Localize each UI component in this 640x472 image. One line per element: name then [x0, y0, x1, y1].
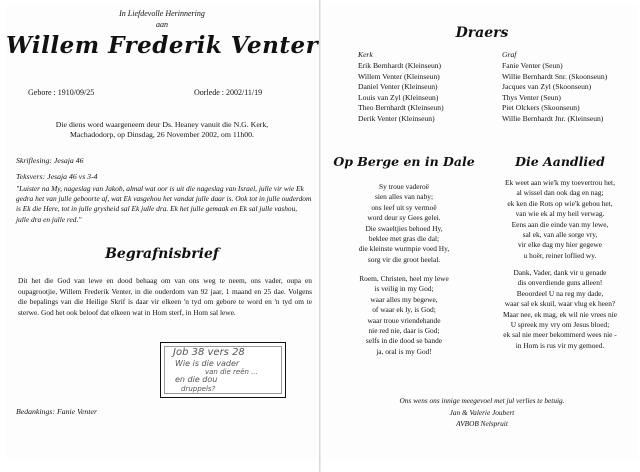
church-bearer: Louis van Zyl (Kleinseun)	[358, 92, 439, 102]
thanks-value: Fanie Venter	[56, 407, 97, 416]
intro-line-1: In Liefdevolle Herinnering	[119, 9, 205, 18]
poem-line: van wie ek al my heil verwag.	[515, 209, 605, 219]
obituary-title: Begrafnisbrief	[105, 246, 219, 262]
poem-line: of waar ek ly, is God;	[372, 305, 436, 315]
poem-1-title: Op Berge en in Dale	[333, 154, 475, 169]
church-bearer: Willem Venter (Kleinseun)	[358, 71, 440, 81]
grave-bearer: Fanie Venter (Seun)	[502, 61, 563, 70]
poem-line: ja, oral is my God!	[376, 346, 432, 356]
grave-bearer: Thys Venter (Seun)	[502, 92, 561, 102]
text-verse-value: Jesaja 46 vs 3-4	[47, 172, 98, 181]
birth-date: Gebore : 1910/09/25	[28, 88, 95, 97]
poem-line: Roem, Christen, heel my lewe	[359, 274, 449, 283]
verse-quote: "Luister na My, nageslag van Jakob, almal wat oor is uit die nageslag van Israel, julle vir wie Ek gedra het van julle geboorte af, wat Ek vasgehou het vandat julle daar is. Ook tot in julle ouderdom is Ek die Here, tot in julle grysheid sal Ek julle dra. Ek het julle gemaak en Ek sal julle vashou, julle dra en julle red."	[16, 184, 312, 224]
poem-line: dis onverdiende guns alleen!	[517, 278, 603, 288]
obituary-text: Dit het die God van lewe en dood behaag om van ons weg te neem, ons vader, oupa en oupagrootjie, Willem Frederik Venter, in die ouderdom van 92 jaar, 1 maand en 25 dae. Volgens die bepalings van die Heilige Skrif is daar vir elkeen 'n tyd om gebore te word en 'n tyd om te sterwe. God het ook beloof dat elkeen wat in Hom sterf, in Hom sal lewe.	[18, 276, 312, 317]
poem-line: sien alles van naby;	[374, 192, 434, 202]
closing-company: AVBOB Nelspruit	[456, 419, 508, 428]
poem-line: u hoër, reiner loflied wy.	[523, 250, 597, 260]
service-details	[6, 120, 318, 141]
poem-line: ek sal nie meer bekommerd wees nie -	[503, 330, 617, 340]
right-page	[326, 6, 638, 460]
grave-bearer: Willie Bernhardt Snr. (Skoonseun)	[502, 71, 608, 81]
poem-line: Eens aan die einde van my lewe,	[511, 219, 609, 229]
poem-2-stanza-2	[482, 268, 638, 351]
left-page	[6, 6, 318, 460]
church-bearer: Erik Bernhardt (Kleinseun)	[358, 61, 442, 70]
poem-line: Maar nee, ek mag, ek wil nie vrees nie	[502, 309, 618, 319]
poem-line: ons leef uit sy vermoë	[371, 202, 437, 212]
poem-line: is veilig in my God;	[374, 284, 434, 294]
poem-line: die kleinste wurmpie voed Hy,	[358, 244, 450, 254]
grave-bearers-list	[502, 61, 607, 124]
poem-line: in Hom is rus vir my gemoed.	[515, 340, 605, 350]
note-line-4: en die dou	[175, 375, 218, 384]
note-line-1: Job 38 vers 28	[173, 347, 245, 358]
closing-names: Jan & Valerie Joubert	[449, 408, 515, 417]
grave-heading: Graf	[502, 50, 517, 59]
thanks	[16, 407, 97, 416]
poem-line: sorg vir die groot heelal.	[367, 254, 441, 264]
poem-line: waar alles my begewe,	[370, 294, 438, 304]
poem-line: waar sal ek skuil, waar vlug ek heen?	[504, 299, 616, 309]
poem-line: nie red nie, daar is God;	[368, 326, 440, 336]
text-verse-label: Teksvers:	[16, 172, 46, 181]
poem-2-title: Die Aandlied	[515, 154, 605, 169]
text-verse	[16, 172, 98, 181]
grave-bearer: Jacques van Zyl (Skoonseun)	[502, 82, 592, 91]
poem-2-stanza-1	[482, 178, 638, 261]
poem-1-stanza-1	[326, 182, 482, 265]
poem-line: al wissel dan ook dag en nag;	[516, 188, 604, 198]
thanks-label: Bedankings:	[16, 407, 55, 416]
church-bearer: Daniel Venter (Kleinseun)	[358, 82, 438, 91]
intro-line-2: aan	[156, 20, 168, 29]
service-line-1: Die diens word waargeneem deur Ds. Heaney vanuit die N.G. Kerk,	[55, 120, 269, 129]
poem-line: waar troue vriendehande	[367, 315, 441, 325]
poem-line: U spreek my vry om Jesus bloed;	[510, 320, 610, 330]
note-line-3: van die reën ...	[205, 368, 258, 376]
poem-line: Ek weet aan wie'k my toevertrou het,	[505, 178, 615, 187]
poem-1-stanza-2	[326, 274, 482, 357]
scripture-reading-value: Jesaja 46	[53, 156, 84, 165]
poem-line: Beoordeel U na reg my dade,	[516, 288, 604, 298]
church-bearers-list	[358, 61, 444, 124]
intro	[6, 8, 318, 30]
church-bearer: Theo Bernhardt (Kleinseun)	[358, 103, 444, 112]
handwritten-note	[160, 342, 286, 398]
poem-line: vir elke dag my hier gegewe	[518, 240, 602, 250]
note-line-5: druppels?	[181, 385, 216, 393]
death-date: Oorlede : 2002/11/19	[194, 88, 263, 97]
note-line-2: Wie is die vader	[175, 359, 240, 368]
grave-bearer: Willie Bernhardt Jnr. (Kleinseun)	[502, 113, 604, 123]
grave-bearer: Piet Olckers (Skoonseun)	[502, 103, 580, 112]
scripture-reading	[16, 156, 84, 165]
poem-line: ek ken die Rots op wie'k gebou het,	[507, 198, 613, 208]
poem-line: Dank, Vader, dank vir u genade	[513, 268, 607, 277]
bearers-title: Draers	[455, 25, 509, 41]
poem-line: selfs in die dood se bande	[365, 336, 443, 346]
church-heading: Kerk	[358, 50, 373, 59]
page-fold	[319, 0, 321, 472]
poem-line: sal ek, van alle sorge vry,	[522, 230, 598, 240]
poem-line: Die swaeltjies behoed Hy,	[365, 223, 443, 233]
scripture-reading-label: Skriflesing:	[16, 156, 52, 165]
poem-line: beklee met gras die dal;	[368, 234, 440, 244]
poem-line: Sy troue vaderoë	[378, 182, 430, 191]
poem-line: word deur sy Gees gelei.	[367, 213, 441, 223]
deceased-name: Willem Frederik Venter	[6, 32, 319, 59]
service-line-2: Machadodorp, op Dinsdag, 26 November 2002, om 11h00.	[70, 130, 254, 140]
closing-message: Ons wens ons innige meegevoel met jul verlies te betuig.	[399, 396, 565, 405]
church-bearer: Derik Venter (Kleinseun)	[358, 113, 435, 123]
